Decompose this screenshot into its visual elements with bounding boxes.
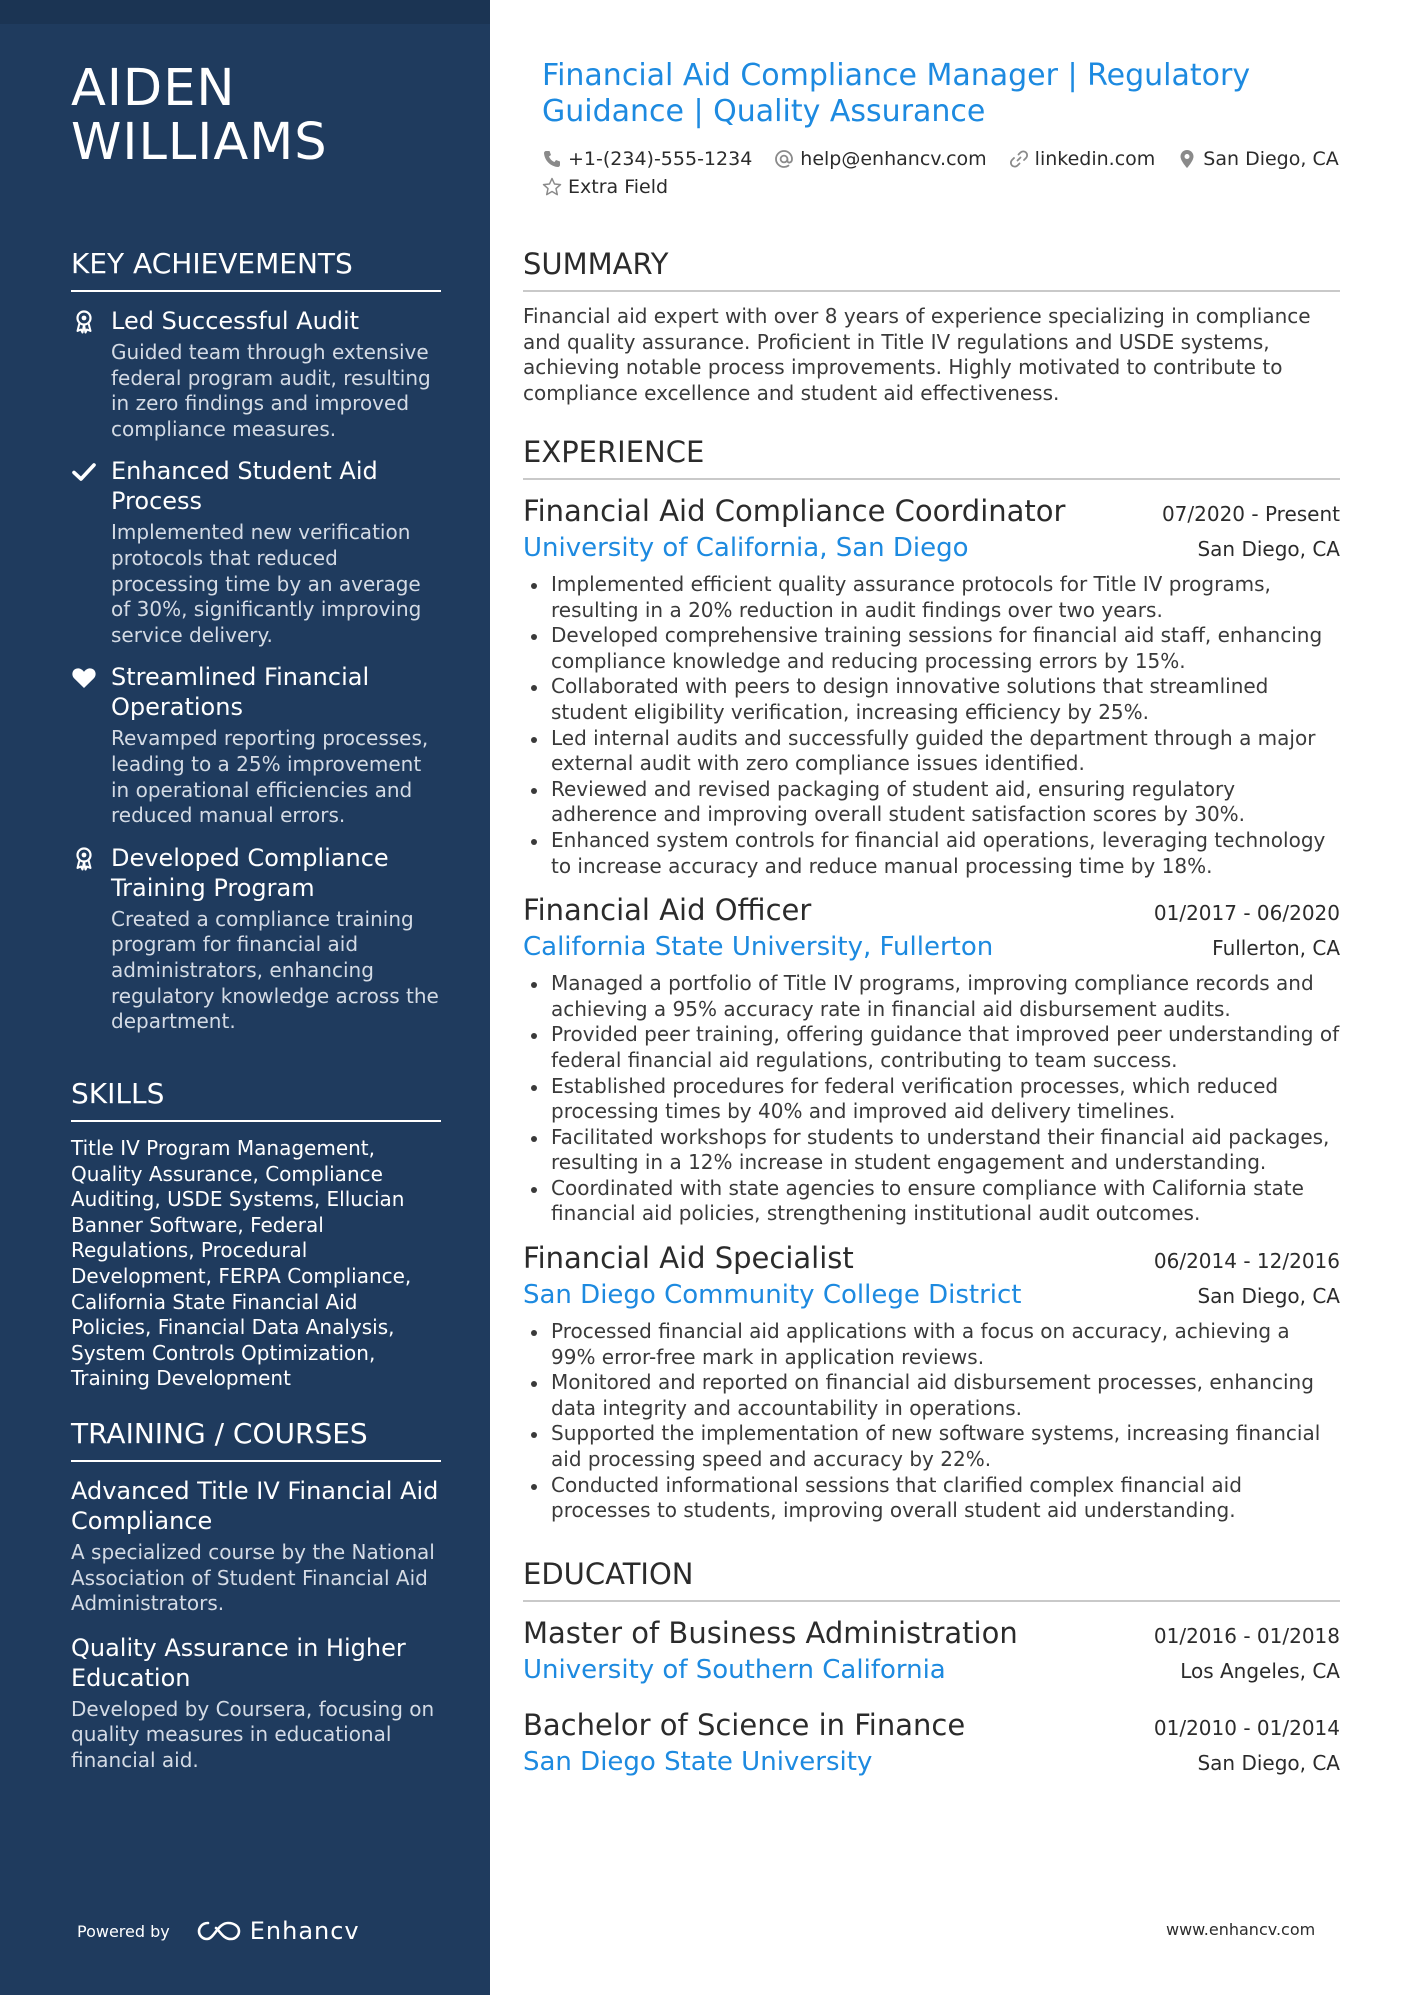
training-section <box>71 1416 441 1790</box>
job-bullet: Enhanced system controls for financial aid operations, leveraging technology to increase accuracy and reduce manual processing time by 18%. <box>523 828 1340 879</box>
job-company: San Diego Community College District <box>523 1280 1022 1311</box>
award-icon <box>71 309 97 335</box>
powered-by[interactable] <box>77 1917 360 1945</box>
school-name: San Diego State University <box>523 1747 873 1777</box>
job-title: Financial Aid Compliance Coordinator <box>523 494 1066 528</box>
job-dates: 01/2017 - 06/2020 <box>1153 901 1340 926</box>
skills-heading: SKILLS <box>71 1076 441 1122</box>
experience-heading: EXPERIENCE <box>523 434 1340 480</box>
job-entry <box>523 891 1340 1227</box>
job-bullet: Reviewed and revised packaging of student aid, ensuring regulatory adherence and improving overall student satisfaction scores by 30%. <box>523 777 1340 828</box>
job-bullet: Processed financial aid applications with a focus on accuracy, achieving a 99% error-free mark in application reviews. <box>523 1319 1340 1370</box>
at-sign-icon <box>774 149 794 169</box>
education-heading: EDUCATION <box>523 1556 1340 1602</box>
education-dates: 01/2010 - 01/2014 <box>1153 1716 1340 1740</box>
job-bullet: Implemented efficient quality assurance protocols for Title IV programs, resulting in a 20% reduction in audit findings over two years. <box>523 572 1340 623</box>
contact-phone[interactable] <box>542 148 752 170</box>
job-location: San Diego, CA <box>1197 1284 1340 1309</box>
key-achievements-heading: KEY ACHIEVEMENTS <box>71 246 441 292</box>
skills-list: Title IV Program Management, Quality Assurance, Compliance Auditing, USDE Systems, Ellucian Banner Software, Federal Regulations, Procedural Development, FERPA Compliance, California State Financial Aid Policies, Financial Data Analysis, System Controls Optimization, Training Development <box>71 1136 412 1391</box>
job-bullet: Coordinated with state agencies to ensure compliance with California state financial aid policies, strengthening institutional audit outcomes. <box>523 1176 1340 1227</box>
course-title: Quality Assurance in Higher Education <box>71 1633 406 1692</box>
job-title: Financial Aid Specialist <box>523 1241 854 1276</box>
star-icon <box>542 177 562 197</box>
achievement-item <box>71 456 441 648</box>
achievement-description: Guided team through extensive federal program audit, resulting in zero findings and improved compliance measures. <box>111 340 431 441</box>
achievement-description: Created a compliance training program for financial aid administrators, enhancing regulatory knowledge across the department. <box>111 906 439 1034</box>
school-location: San Diego, CA <box>1197 1751 1340 1775</box>
job-dates: 07/2020 - Present <box>1161 502 1340 526</box>
education-entry <box>523 1706 1340 1780</box>
footer-website-link[interactable]: www.enhancv.com <box>1166 1920 1316 1939</box>
link-icon <box>1009 149 1029 169</box>
contact-extra-field <box>542 176 668 198</box>
job-location: Fullerton, CA <box>1212 936 1340 961</box>
contact-location <box>1177 148 1338 170</box>
candidate-name: AIDEN WILLIAMS <box>71 59 328 172</box>
course-item <box>71 1476 441 1617</box>
job-bullets <box>523 971 1340 1227</box>
location-text: San Diego, CA <box>1203 148 1339 170</box>
extra-field-text: Extra Field <box>568 176 669 198</box>
job-bullets <box>523 1319 1340 1524</box>
job-bullet: Managed a portfolio of Title IV programs, improving compliance records and achieving a 95% accuracy rate in financial aid disbursement audits. <box>523 971 1340 1022</box>
enhancv-logo <box>196 1917 360 1945</box>
location-pin-icon <box>1177 149 1197 169</box>
achievement-title: Developed Compliance Training Program <box>111 843 389 902</box>
experience-section <box>523 434 1340 1536</box>
skills-section <box>71 1076 441 1392</box>
job-bullet: Monitored and reported on financial aid disbursement processes, enhancing data integrity and accountability in operations. <box>523 1370 1340 1421</box>
enhancv-logo-icon <box>196 1919 242 1943</box>
contact-email[interactable] <box>774 148 986 170</box>
phone-icon <box>542 149 562 169</box>
job-bullet: Led internal audits and successfully guided the department through a major external audit with zero compliance issues identified. <box>523 726 1340 777</box>
achievement-description: Revamped reporting processes, leading to a 25% improvement in operational efficiencies and reduced manual errors. <box>111 726 429 828</box>
course-title: Advanced Title IV Financial Aid Compliance <box>71 1477 439 1535</box>
achievement-item <box>71 843 441 1035</box>
job-location: San Diego, CA <box>1197 537 1340 561</box>
achievement-title: Led Successful Audit <box>111 307 360 335</box>
job-title: Financial Aid Officer <box>523 893 812 928</box>
job-bullet: Collaborated with peers to design innovative solutions that streamlined student eligibility verification, increasing efficiency by 25%. <box>523 674 1340 725</box>
job-bullet: Established procedures for federal verification processes, which reduced processing times by 40% and improved aid delivery timelines. <box>523 1074 1340 1125</box>
sidebar-top-bar <box>0 0 490 24</box>
summary-section <box>523 246 1340 406</box>
achievement-title: Enhanced Student Aid Process <box>111 457 378 516</box>
course-description: A specialized course by the National Association of Student Financial Aid Administrators. <box>71 1540 435 1616</box>
heart-icon <box>71 665 97 691</box>
job-company: California State University, Fullerton <box>523 932 994 963</box>
training-heading: TRAINING / COURSES <box>71 1416 441 1462</box>
summary-text: Financial aid expert with over 8 years of experience specializing in compliance and quality assurance. Proficient in Title IV regulations and USDE systems, achieving notable process improvements. Highly motivated to contribute to compliance excellence and student aid effectiveness. <box>523 304 1311 405</box>
powered-by-label: Powered by <box>77 1921 170 1941</box>
course-item <box>71 1633 441 1774</box>
job-entry <box>523 492 1340 879</box>
school-location: Los Angeles, CA <box>1180 1659 1340 1683</box>
job-entry <box>523 1239 1340 1524</box>
achievement-item <box>71 306 441 442</box>
course-description: Developed by Coursera, focusing on quality measures in educational financial aid. <box>71 1696 435 1772</box>
degree-title: Master of Business Administration <box>523 1616 1018 1650</box>
job-bullets <box>523 572 1340 879</box>
job-company: University of California, San Diego <box>523 533 969 563</box>
job-bullet: Supported the implementation of new software systems, increasing financial aid processing speed and accuracy by 22%. <box>523 1421 1340 1472</box>
enhancv-brand-name: Enhancv <box>249 1917 360 1945</box>
achievement-title: Streamlined Financial Operations <box>111 663 370 722</box>
education-entry <box>523 1614 1340 1688</box>
degree-title: Bachelor of Science in Finance <box>523 1708 966 1742</box>
achievement-item <box>71 662 441 828</box>
job-bullet: Conducted informational sessions that clarified complex financial aid processes to students, improving overall student aid understanding. <box>523 1473 1340 1524</box>
education-dates: 01/2016 - 01/2018 <box>1153 1624 1340 1648</box>
contact-info <box>542 148 1342 198</box>
email-address: help@enhancv.com <box>800 148 987 170</box>
school-name: University of Southern California <box>523 1655 946 1685</box>
sidebar <box>0 0 490 1995</box>
job-bullet: Developed comprehensive training sessions for financial aid staff, enhancing compliance knowledge and reducing processing errors by 15%. <box>523 623 1340 674</box>
check-icon <box>71 459 97 485</box>
key-achievements-section <box>71 246 441 1049</box>
headline: Financial Aid Compliance Manager | Regulatory Guidance | Quality Assurance <box>542 58 1251 129</box>
linkedin-link: linkedin.com <box>1034 148 1156 170</box>
award-icon <box>71 846 97 872</box>
job-bullet: Provided peer training, offering guidance that improved peer understanding of federal financial aid regulations, contributing to team success. <box>523 1022 1340 1073</box>
summary-heading: SUMMARY <box>523 246 1340 292</box>
achievement-description: Implemented new verification protocols that reduced processing time by an average of 30%, significantly improving service delivery. <box>111 520 422 647</box>
phone-number: +1-(234)-555-1234 <box>568 148 753 170</box>
contact-linkedin[interactable] <box>1009 148 1156 170</box>
job-dates: 06/2014 - 12/2016 <box>1153 1249 1340 1274</box>
education-section <box>523 1556 1340 1798</box>
job-bullet: Facilitated workshops for students to understand their financial aid packages, resulting in a 12% increase in student engagement and understanding. <box>523 1125 1340 1176</box>
